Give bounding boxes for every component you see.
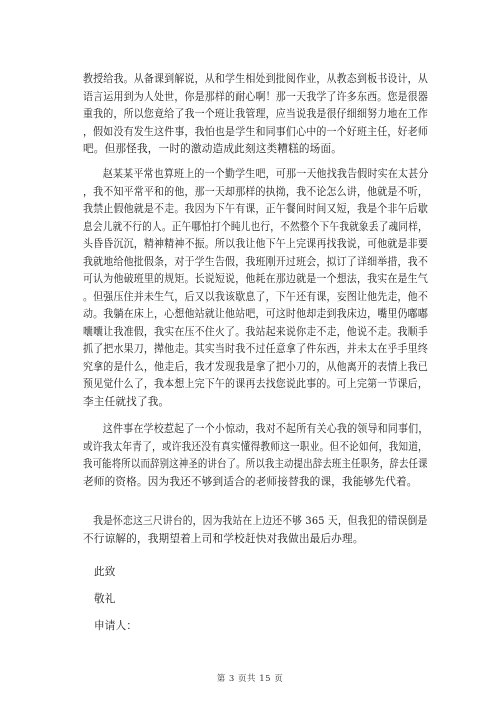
text-line: 不行谅解的，我期望着上司和学校赶快对我做出最后办理。 — [83, 532, 364, 545]
paragraph-3 — [83, 421, 428, 491]
text-line: 我可能将所以而辞别这神圣的讲台了。所以我主动提出辞去班主任职务，辞去任课 — [83, 458, 428, 470]
text-line: 或许我太年青了，或许我还没有真实懂得教师这一职业。但不论如何，我知道， — [83, 440, 428, 453]
text-line: 可认为他破班里的规矩。长说短说，他耗在那边就是一个想法，我实在是生气 — [83, 273, 428, 285]
closing-salutation: 此致 — [94, 566, 116, 578]
text-line: ，假如没有发生这件事，我怕也是学生和同事们心中的一个好班主任，好老师 — [83, 125, 428, 138]
text-line: 语言运用到为人处世，你是那样的耐心啊！那一天我学了许多东西。您是很器 — [83, 90, 428, 103]
text-line: ，我不知平常平和的他，那一天却那样的执拗，我不论怎么讲，他就是不听， — [83, 185, 428, 198]
text-line: 预见觉什么了，我本想上完下午的课再去找您说此事的。可上完第一节课后， — [83, 378, 428, 390]
text-line: 我就地给他批假条，对于学生告假，我班刚开过班会，拟订了详细举措，我不 — [83, 255, 428, 268]
paragraph-4 — [83, 513, 428, 548]
text-line: 头昏昏沉沉，精神精神不振。所以我让他下午上完课再找我说，可他就是非要 — [83, 238, 428, 250]
signature-label: 申请人： — [94, 620, 138, 632]
text-line: 息会儿就不行的人。正午哪怕打个盹儿也行，不然整个下午我就象丢了魂同样， — [83, 220, 428, 233]
text-line: 教授给我。从备课到解说，从和学生相处到批阅作业，从教态到板书设计，从 — [83, 73, 428, 85]
text-line: 赵某某平常也算班上的一个勤学生吧，可那一天他找我告假时实在太甚分 — [102, 168, 429, 180]
text-line: 李主任就找了我。 — [83, 395, 170, 408]
text-line: 动。我躺在床上，心想他站就让他站吧，可这时他却走到我床边，嘴里仍嘟嘟 — [83, 308, 428, 320]
page-number-footer: 第 3 页共 15 页 — [216, 674, 284, 684]
text-line: 究拿的是什么，他走后，我才发现我是拿了把小刀的，从他离开的表情上我已 — [83, 360, 428, 373]
text-line: 我是怀恋这三尺讲台的，因为我站在上边还不够 365 天，但我犯的错误倒是 — [93, 515, 428, 527]
text-line: 囔囔让我准假，我实在压不住火了。我站起来说你走不走，他说不走。我顺手 — [83, 325, 428, 338]
text-line: 。但强压住并未生气，后又以我该歇息了，下午还有课，妄图让他先走，他不 — [83, 290, 428, 303]
text-line: 抓了把水果刀，撵他走。其实当时我不过任意拿了件东西，并未太在乎手里终 — [83, 343, 428, 355]
text-line: 老师的资格。因为我还不够到适合的老师接替我的课，我能够先代着。 — [83, 475, 418, 488]
text-line: 这件事在学校惹起了一个小惊动，我对不起所有关心我的领导和同事们， — [102, 423, 429, 435]
closing-regards: 敬礼 — [94, 593, 116, 605]
paragraph-1 — [83, 71, 428, 159]
closing-block — [83, 559, 428, 640]
text-line: 重我的，所以您竟给了我一个班让我管理，应当说我是很仔细细努力地在工作 — [83, 108, 428, 120]
text-line: 吧。但那怪我，一时的激动造成此刻这类糟糕的场面。 — [83, 143, 343, 155]
text-line: 我禁止假他就是不走。我因为下午有课，正午餐间时间又短，我是个非午后歇 — [83, 203, 428, 215]
paragraph-2 — [83, 166, 428, 411]
